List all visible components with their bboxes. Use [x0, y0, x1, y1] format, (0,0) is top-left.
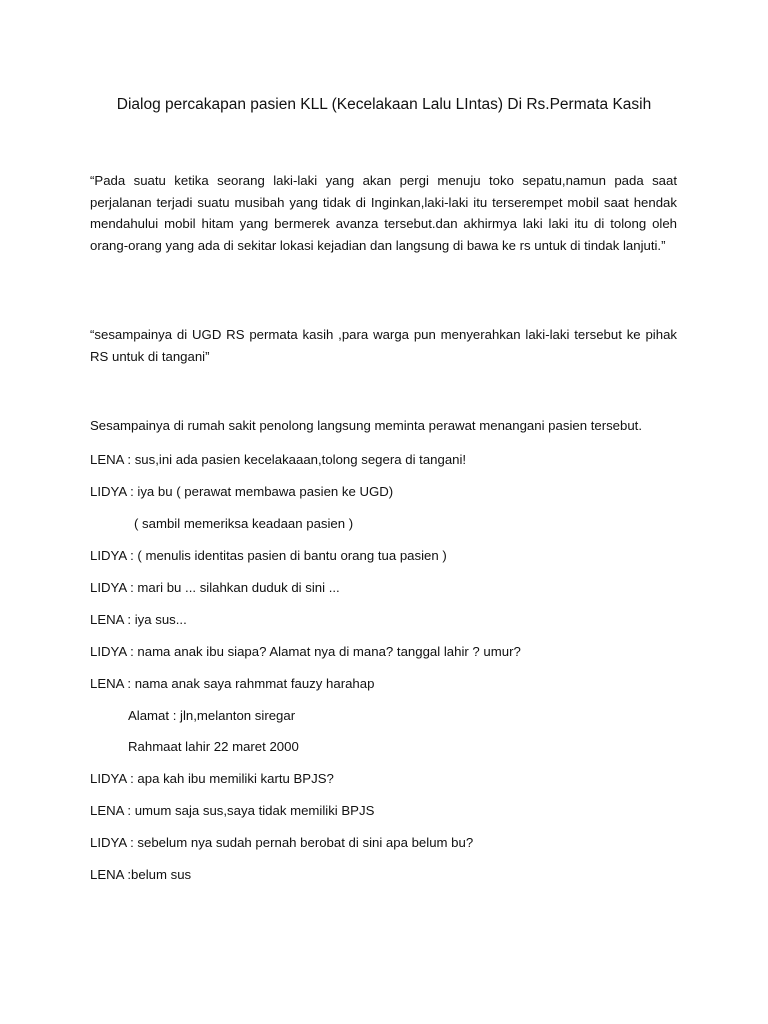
dialog-line: LIDYA : sebelum nya sudah pernah berobat di sini apa belum bu? [90, 835, 474, 850]
document-title: Dialog percakapan pasien KLL (Kecelakaan Lalu LIntas) Di Rs.Permata Kasih [116, 96, 652, 113]
address-line: Alamat : jln,melanton siregar [128, 708, 296, 723]
stage-direction-line: ( sambil memeriksa keadaan pasien ) [134, 516, 354, 531]
dialog-line: LENA :belum sus [90, 867, 192, 882]
dialog-line: LIDYA : mari bu ... silahkan duduk di sini ... [90, 580, 340, 595]
narrative-paragraph-2: “sesampainya di UGD RS permata kasih ,para warga pun menyerahkan laki-laki tersebut ke pihak RS untuk di tangani” [90, 327, 677, 364]
narrative-paragraph-1: “Pada suatu ketika seorang laki-laki yang akan pergi menuju toko sepatu,namun pada saat perjalanan terjadi suatu musibah yang tidak di Inginkan,laki-laki itu terserempet mobil saat hendak mendahului mobil hitam yang bermerek avanza tersebut.dan akhirmya laki laki itu di tolong oleh orang-orang yang ada di sekitar lokasi kejadian dan langsung di bawa ke rs untuk di tindak lanjuti.” [90, 173, 677, 253]
dialog-line: LIDYA : iya bu ( perawat membawa pasien ke UGD) [90, 484, 394, 499]
dialog-line: LENA : iya sus... [90, 612, 187, 627]
dialog-line: LENA : sus,ini ada pasien kecelakaaan,tolong segera di tangani! [90, 452, 467, 467]
dialog-line: LIDYA : apa kah ibu memiliki kartu BPJS? [90, 771, 334, 786]
dialog-line: LENA : umum saja sus,saya tidak memiliki BPJS [90, 803, 375, 818]
dialog-line: LIDYA : nama anak ibu siapa? Alamat nya di mana? tanggal lahir ? umur? [90, 644, 521, 659]
dialog-line: LIDYA : ( menulis identitas pasien di bantu orang tua pasien ) [90, 548, 447, 563]
intro-line: Sesampainya di rumah sakit penolong langsung meminta perawat menangani pasien tersebut. [90, 418, 643, 433]
birthdate-line: Rahmaat lahir 22 maret 2000 [128, 739, 299, 754]
dialog-line: LENA : nama anak saya rahmmat fauzy harahap [90, 676, 375, 691]
